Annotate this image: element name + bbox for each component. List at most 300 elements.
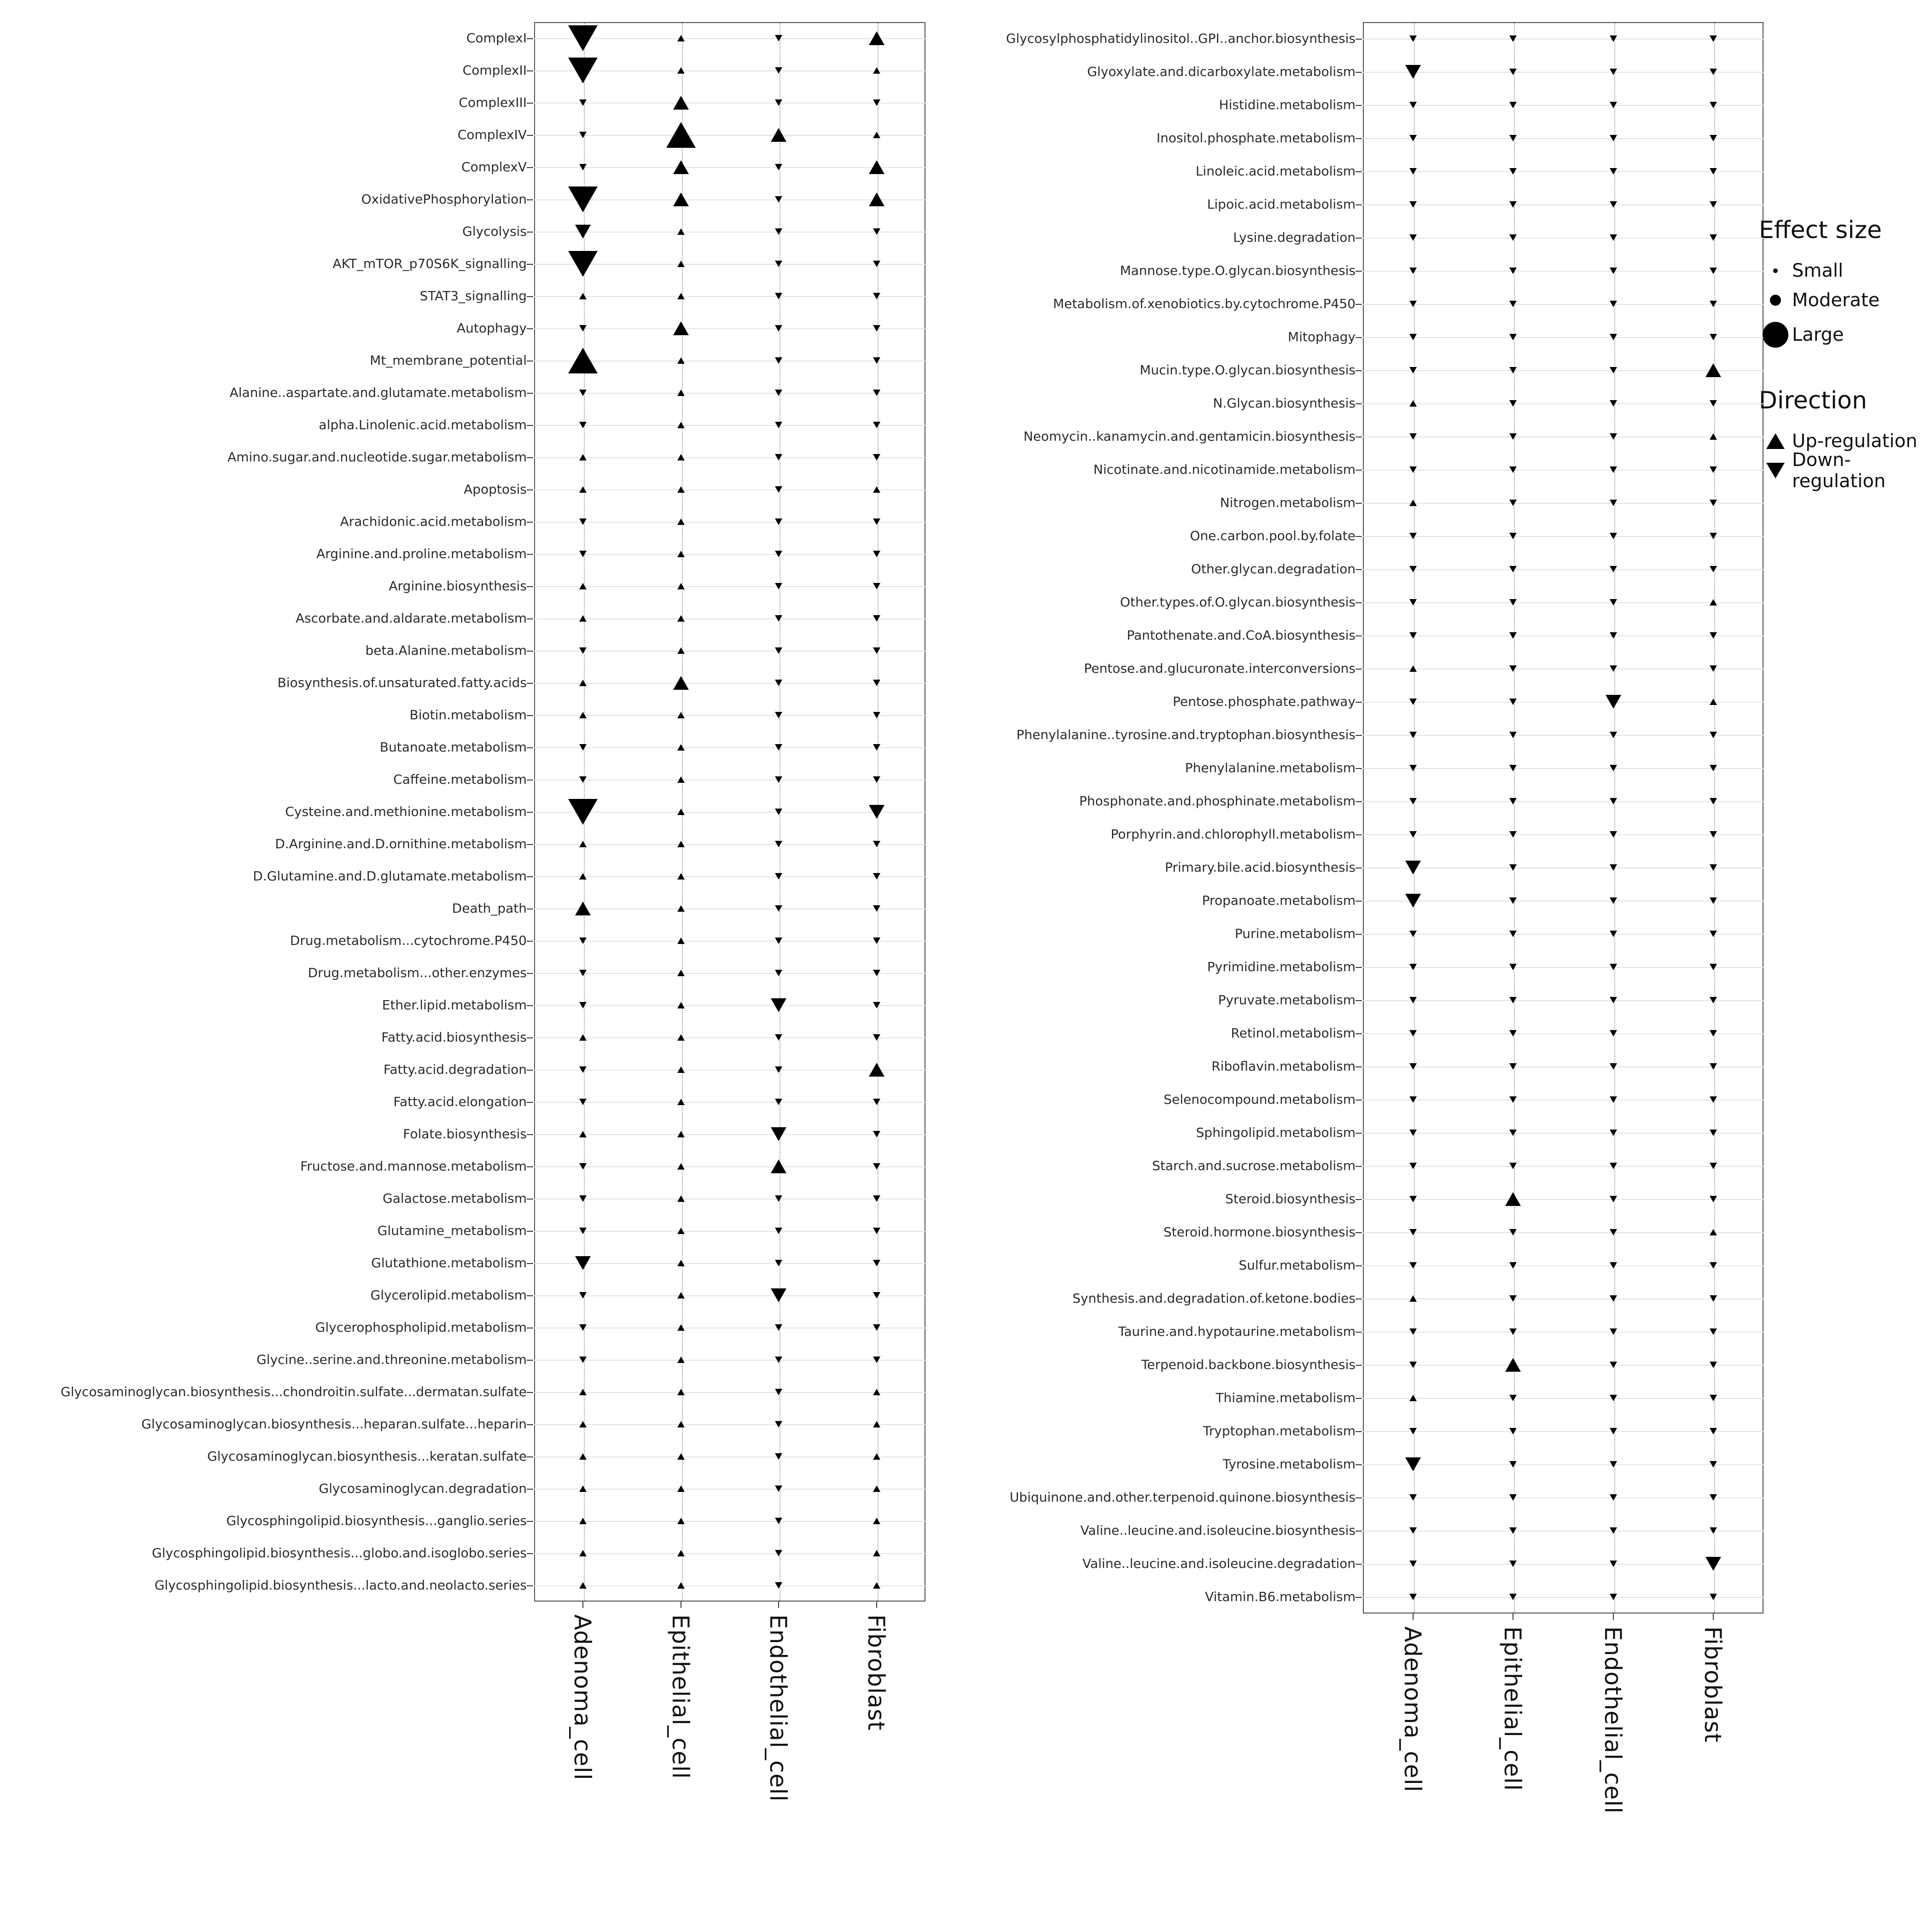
row-gridline [534,1456,925,1457]
up-triangle-marker [677,1518,685,1524]
pathway-label: One.carbon.pool.by.folate [1190,528,1356,543]
down-triangle-marker [1610,1594,1617,1600]
pathway-label: Amino.sugar.and.nucleotide.sugar.metabolism [227,449,527,465]
x-axis-tick [778,1602,779,1608]
down-triangle-marker [1409,234,1417,241]
pathway-label: Phenylalanine.metabolism [1185,760,1356,775]
y-axis-tick [527,70,533,71]
pathway-row [939,851,1763,884]
pathway-row [9,538,925,570]
y-axis-tick [527,876,533,877]
down-triangle-marker [1610,665,1617,672]
row-plot-area [1363,55,1763,88]
pathway-label: Pyrimidine.metabolism [1207,959,1356,974]
down-triangle-marker [1610,334,1617,340]
row-gridline [1363,238,1763,239]
row-plot-area [534,699,925,731]
row-plot-area [534,312,925,344]
pathway-label: Glycosphingolipid.biosynthesis...globo.and.isoglobo.series [151,1545,527,1561]
pathway-label: Valine..leucine.and.isoleucine.degradation [1082,1556,1356,1571]
pathway-label: Synthesis.and.degradation.of.ketone.bodies [1072,1291,1356,1306]
row-plot-area [1363,884,1763,917]
down-triangle-marker [775,99,782,106]
pathway-row [939,155,1763,188]
down-triangle-marker [579,1066,587,1073]
down-triangle-marker [1409,433,1417,440]
up-triangle-marker [579,712,587,718]
row-gridline [1363,1166,1763,1167]
down-triangle-marker [1509,301,1517,307]
down-triangle-marker [775,454,782,460]
down-triangle-marker [873,1195,880,1202]
up-triangle-marker [673,192,689,206]
up-triangle-marker [677,712,685,718]
x-axis-tick [1713,1613,1714,1620]
pathway-row [939,917,1763,950]
down-triangle-marker [1610,931,1617,937]
pathway-label: N.Glycan.biosynthesis [1213,396,1356,411]
down-triangle-marker [1509,1561,1517,1567]
down-triangle-marker [1509,102,1517,108]
down-triangle-marker [873,1034,880,1041]
up-triangle-marker [869,1063,885,1077]
y-axis-tick [1356,370,1362,371]
row-gridline [534,1102,925,1103]
row-plot-area [534,892,925,925]
down-triangle-marker [1409,566,1417,572]
down-triangle-marker [1409,135,1417,141]
y-axis-tick [1356,204,1362,205]
down-triangle-marker [775,422,782,428]
row-plot-area [534,1021,925,1054]
x-axis-label: Adenoma_cell [1399,1626,1426,1793]
down-triangle-marker [775,164,782,170]
down-triangle-marker [775,1550,782,1556]
row-gridline [534,844,925,845]
row-gridline [1363,1398,1763,1399]
row-plot-area [1363,1149,1763,1182]
pathway-row [9,602,925,635]
row-plot-area [1363,1116,1763,1149]
pathway-label: Glycosphingolipid.biosynthesis...lacto.and.neolacto.series [154,1578,527,1593]
pathway-label: Alanine..aspartate.and.glutamate.metabolism [229,385,527,400]
up-triangle-marker [677,1034,685,1041]
up-triangle-marker [869,192,885,206]
down-triangle-marker [1710,69,1717,75]
pathway-row [939,586,1763,619]
down-triangle-marker [775,583,782,589]
down-triangle-marker [873,938,880,944]
pathway-row [939,420,1763,453]
x-axis-tick [876,1602,877,1608]
down-triangle-marker [1610,1096,1617,1103]
down-triangle-marker [1710,466,1717,473]
up-triangle-marker [673,96,689,110]
down-triangle-marker [568,251,598,277]
y-axis-tick [527,1037,533,1038]
pathway-row [939,254,1763,287]
down-triangle-marker [775,35,782,41]
down-triangle-marker [873,99,880,106]
up-triangle-marker [1409,665,1417,672]
y-axis-tick [1356,801,1362,802]
pathway-label: Fatty.acid.biosynthesis [381,1030,527,1045]
pathway-label: Glycosphingolipid.biosynthesis...ganglio.series [226,1513,527,1528]
y-axis-tick [1356,271,1362,272]
row-plot-area [1363,1580,1763,1613]
row-plot-area [534,151,925,183]
down-triangle-marker [1710,1262,1717,1269]
row-plot-area [1363,917,1763,950]
up-triangle-marker [579,1131,587,1137]
pathway-row [9,344,925,377]
down-triangle-marker [1610,135,1617,141]
pathway-label: D.Arginine.and.D.ornithine.metabolism [275,836,527,851]
down-triangle-marker [1405,65,1421,79]
pathway-label: Fructose.and.mannose.metabolism [300,1159,527,1174]
up-triangle-marker [575,902,591,915]
down-triangle-marker [1610,1428,1617,1434]
y-axis-tick [527,489,533,490]
y-axis-tick [527,199,533,200]
down-triangle-marker [1610,533,1617,539]
row-gridline [534,1553,925,1554]
down-triangle-marker [1610,268,1617,274]
row-gridline [534,167,925,168]
up-triangle-marker [677,1389,685,1395]
down-triangle-marker [775,873,782,879]
row-gridline [1363,39,1763,40]
pathway-row [939,652,1763,685]
y-axis-tick [1356,171,1362,172]
row-plot-area [1363,1381,1763,1415]
pathway-row [9,280,925,312]
up-triangle-marker [579,1518,587,1524]
down-triangle-marker [1610,1130,1617,1136]
up-triangle-marker [673,676,689,690]
row-gridline [1363,1497,1763,1498]
pathway-row [939,1481,1763,1514]
row-plot-area [1363,984,1763,1017]
up-triangle-marker [873,1582,880,1589]
up-triangle-marker [677,486,685,493]
down-triangle-marker [579,970,587,976]
down-triangle-marker [1409,599,1417,606]
up-triangle-marker [677,1228,685,1234]
down-triangle-marker [579,1099,587,1105]
y-axis-tick [527,941,533,942]
row-gridline [1363,1597,1763,1598]
down-triangle-marker [1509,798,1517,804]
down-triangle-marker [775,1357,782,1363]
y-axis-tick [1356,1332,1362,1333]
row-plot-area [534,1344,925,1376]
down-triangle-marker [568,58,598,83]
down-triangle-icon [1766,463,1785,478]
down-triangle-marker [1405,861,1421,874]
pathway-label: AKT_mTOR_p70S6K_signalling [332,256,527,271]
row-gridline [1363,304,1763,305]
up-triangle-marker [677,1453,685,1460]
pathway-label: Galactose.metabolism [383,1191,527,1206]
row-plot-area [1363,950,1763,984]
pathway-label: Mt_membrane_potential [370,353,527,368]
pathway-row [939,785,1763,818]
legend-item-large [1759,315,1929,355]
y-axis-tick [1356,1531,1362,1532]
up-triangle-marker [579,680,587,686]
down-triangle-marker [873,1163,880,1170]
y-axis-tick [527,232,533,233]
down-triangle-marker [1409,831,1417,838]
y-axis-tick [527,554,533,555]
row-gridline [534,1295,925,1296]
down-triangle-marker [1610,400,1617,407]
y-axis-tick [527,1360,533,1361]
y-axis-tick [1356,1365,1362,1366]
row-gridline [1363,602,1763,603]
y-axis-tick [527,1521,533,1522]
down-triangle-marker [1606,695,1621,709]
pathway-label: ComplexII [462,63,527,78]
pathway-label: Linoleic.acid.metabolism [1195,163,1356,179]
down-triangle-marker [873,583,880,589]
down-triangle-marker [1509,1262,1517,1269]
down-triangle-marker [1610,1328,1617,1335]
pathway-label: Pantothenate.and.CoA.biosynthesis [1127,628,1356,643]
row-plot-area [534,473,925,506]
pathway-label: Phenylalanine..tyrosine.and.tryptophan.biosynthesis [1016,727,1356,742]
row-gridline [534,1005,925,1006]
row-gridline [534,876,925,877]
down-triangle-marker [873,261,880,267]
pathway-label: Mucin.type.O.glycan.biosynthesis [1140,362,1356,378]
y-axis-tick [527,1166,533,1167]
row-plot-area [1363,1216,1763,1249]
row-gridline [1363,1564,1763,1565]
pathway-label: Glycerophospholipid.metabolism [315,1320,527,1335]
down-triangle-marker [1409,102,1417,108]
down-triangle-marker [873,1324,880,1331]
down-triangle-marker [579,1228,587,1234]
down-triangle-marker [1509,699,1517,705]
row-gridline [1363,370,1763,371]
down-triangle-marker [873,615,880,622]
pathway-row [939,984,1763,1017]
down-triangle-marker [1409,1030,1417,1037]
row-plot-area [1363,685,1763,718]
down-triangle-marker [1509,1494,1517,1501]
pathway-row [9,1182,925,1215]
down-triangle-marker [1710,566,1717,572]
pathway-label: Histidine.metabolism [1219,97,1356,112]
down-triangle-marker [1509,1030,1517,1037]
down-triangle-marker [775,776,782,783]
y-axis-tick [1356,901,1362,902]
y-axis-tick [527,683,533,684]
down-triangle-marker [1509,500,1517,506]
down-triangle-marker [1610,168,1617,175]
up-triangle-marker [677,454,685,460]
row-gridline [1363,1531,1763,1532]
down-triangle-marker [1610,1196,1617,1202]
row-gridline [1363,138,1763,139]
row-gridline [1363,569,1763,570]
down-triangle-marker [1509,135,1517,141]
up-triangle-marker [677,1324,685,1331]
down-triangle-marker [1610,1163,1617,1169]
down-triangle-marker [1409,268,1417,274]
up-triangle-marker [579,1389,587,1395]
up-triangle-marker [1710,1229,1717,1235]
row-gridline [1363,1332,1763,1333]
down-triangle-marker [579,647,587,654]
down-triangle-marker [568,799,598,825]
down-triangle-marker [1509,69,1517,75]
down-triangle-marker [1409,1494,1417,1501]
up-triangle-marker [677,873,685,879]
row-gridline [534,425,925,426]
down-triangle-marker [1610,632,1617,639]
down-triangle-marker [1710,864,1717,871]
down-triangle-marker [1409,1328,1417,1335]
up-triangle-marker [579,1453,587,1460]
up-triangle-marker [666,122,696,148]
down-triangle-marker [1610,102,1617,108]
row-gridline [1363,1033,1763,1034]
down-triangle-marker [1509,1130,1517,1136]
row-plot-area [1363,122,1763,155]
y-axis-tick [527,103,533,104]
y-axis-tick [1356,304,1362,305]
row-plot-area [534,441,925,473]
pathway-row [939,1050,1763,1083]
down-triangle-marker [1509,732,1517,738]
y-axis-tick [527,844,533,845]
up-triangle-marker [677,970,685,976]
pathway-row [9,409,925,441]
pathway-label: Arginine.biosynthesis [389,578,527,594]
down-triangle-marker [1409,632,1417,639]
pathway-row [939,88,1763,122]
down-triangle-marker [1409,964,1417,970]
down-triangle-marker [873,1228,880,1234]
up-triangle-marker [579,1034,587,1041]
y-axis-tick [1356,834,1362,835]
down-triangle-marker [1509,864,1517,871]
pathway-row [939,1315,1763,1348]
y-axis-tick [527,1392,533,1393]
down-triangle-marker [1509,1229,1517,1235]
up-triangle-marker [677,1260,685,1266]
up-triangle-marker [677,228,685,235]
up-triangle-marker [677,1421,685,1427]
down-triangle-marker [1710,1163,1717,1169]
row-gridline [534,1231,925,1232]
row-gridline [534,1263,925,1264]
down-triangle-marker [1509,1063,1517,1070]
pathway-row [939,1216,1763,1249]
row-gridline [1363,801,1763,802]
row-plot-area [1363,1050,1763,1083]
down-triangle-marker [1610,732,1617,738]
down-triangle-marker [1509,1395,1517,1401]
pathway-row [939,1017,1763,1050]
y-axis-tick [1356,1265,1362,1266]
down-triangle-marker [771,998,786,1012]
pathway-label: Glycine..serine.and.threonine.metabolism [256,1352,527,1367]
row-gridline [1363,1000,1763,1001]
down-triangle-marker [775,1324,782,1331]
pathway-row [9,1569,925,1602]
pathway-label: Retinol.metabolism [1231,1025,1356,1041]
row-plot-area [534,1473,925,1505]
down-triangle-marker [1710,334,1717,340]
up-triangle-marker [677,1582,685,1589]
up-triangle-marker [579,1421,587,1427]
down-triangle-marker [1610,1527,1617,1534]
pathway-row [9,473,925,506]
row-gridline [1363,204,1763,205]
down-triangle-marker [1509,433,1517,440]
y-axis-tick [1356,536,1362,537]
up-triangle-marker [579,583,587,589]
down-triangle-marker [775,905,782,912]
pathway-label: Purine.metabolism [1234,926,1356,941]
pathway-label: D.Glutamine.and.D.glutamate.metabolism [253,868,527,884]
down-triangle-marker [1710,997,1717,1003]
y-axis-tick [1356,702,1362,703]
y-axis-tick [1356,1066,1362,1067]
up-triangle-marker [771,1159,786,1173]
up-triangle-marker [1505,1192,1521,1206]
row-plot-area [534,248,925,280]
down-triangle-marker [1710,500,1717,506]
pathway-label: Selenocompound.metabolism [1164,1092,1356,1107]
down-triangle-marker [775,486,782,493]
down-triangle-marker [873,776,880,783]
down-triangle-marker [1405,894,1421,908]
up-triangle-marker [677,1292,685,1299]
down-triangle-marker [1710,268,1717,274]
y-axis-tick [1356,337,1362,338]
pathway-label: Lysine.degradation [1233,230,1356,245]
up-triangle-marker [677,615,685,622]
row-plot-area [1363,354,1763,387]
row-plot-area [1363,1481,1763,1514]
up-triangle-marker [677,1099,685,1105]
y-axis-tick [527,1456,533,1457]
pathway-row [939,221,1763,254]
row-plot-area [1363,22,1763,55]
down-triangle-marker [775,712,782,718]
down-triangle-marker [775,196,782,203]
pathway-row [9,1311,925,1344]
down-triangle-marker [775,1228,782,1234]
down-triangle-marker [1710,533,1717,539]
pathway-label: Death_path [452,901,527,916]
moderate-dot-icon [1770,295,1781,306]
pathway-label: OxidativePhosphorylation [361,192,527,207]
pathway-row [9,1376,925,1408]
legend-spacer [1759,355,1929,387]
down-triangle-marker [1509,533,1517,539]
down-triangle-marker [873,970,880,976]
down-triangle-marker [775,1260,782,1266]
up-triangle-marker [579,615,587,622]
down-triangle-marker [575,225,591,239]
down-triangle-marker [873,390,880,396]
